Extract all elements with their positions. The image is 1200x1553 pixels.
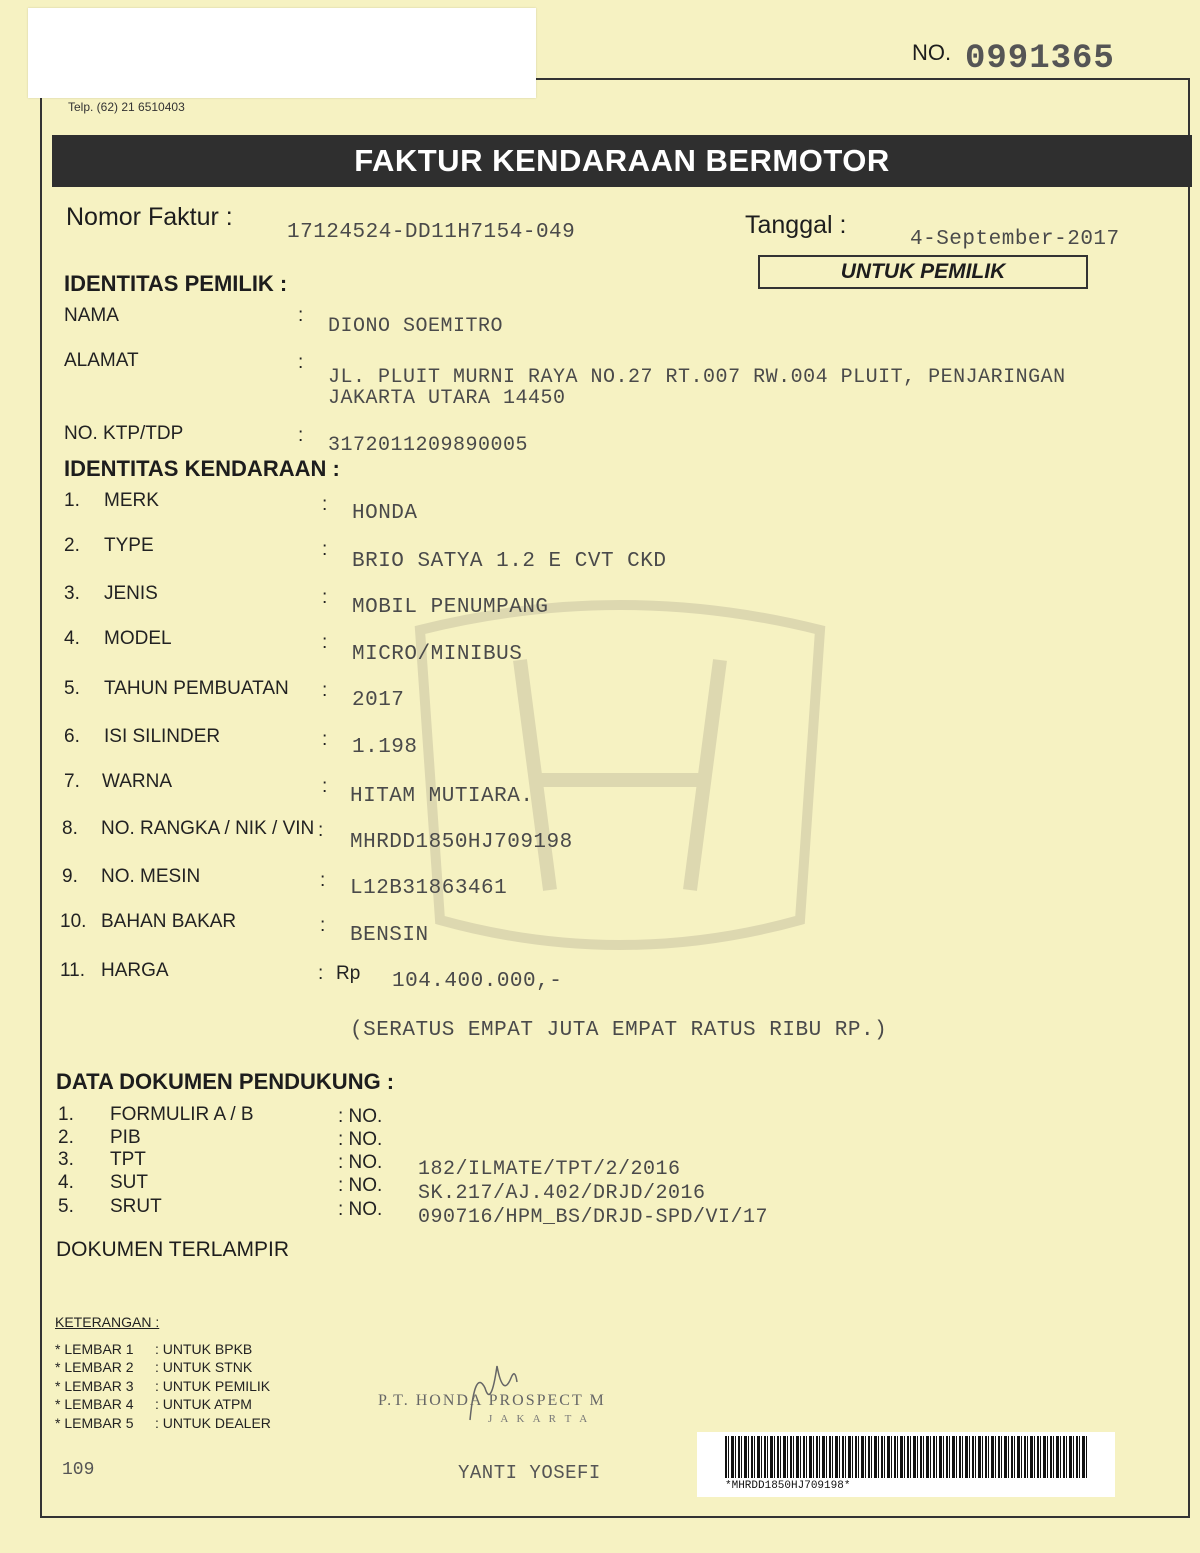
signature-scribble [455,1358,535,1428]
owner-id-value: 3172011209890005 [328,434,529,457]
vehicle-kind-label: JENIS [104,583,158,604]
vehicle-brand-value: HONDA [352,502,418,525]
doc-sut-value: SK.217/AJ.402/DRJD/2016 [418,1182,706,1205]
vehicle-kind-value: MOBIL PENUMPANG [352,596,549,619]
vehicle-fuel-value: BENSIN [350,924,429,947]
doc-no-label: : NO. [338,1152,383,1173]
vehicle-type-value: BRIO SATYA 1.2 E CVT CKD [352,550,667,573]
vehicle-item-num: 11. [60,960,86,981]
vehicle-model-value: MICRO/MINIBUS [352,643,523,666]
keterangan-purpose: : UNTUK ATPM [155,1396,252,1412]
owner-address-line2: JAKARTA UTARA 14450 [328,387,566,410]
vehicle-item-num: 4. [64,628,80,649]
vehicle-price-words: (SERATUS EMPAT JUTA EMPAT RATUS RIBU RP.) [350,1019,888,1042]
vehicle-price-label: HARGA [101,960,169,981]
doc-no-label: : NO. [338,1199,383,1220]
signer-name: YANTI YOSEFI [458,1462,601,1484]
vehicle-item-num: 5. [64,678,80,699]
colon: : [322,539,328,560]
invoice-number-label: Nomor Faktur : [66,203,233,231]
price-colon: : [318,963,324,984]
redacted-company-header [28,8,536,98]
doc-srut-label: SRUT [110,1196,162,1217]
doc-item-num: 4. [58,1172,74,1193]
vehicle-color-label: WARNA [102,771,173,792]
colon: : [318,820,324,841]
doc-sut-label: SUT [110,1172,148,1193]
copy-designation-box: UNTUK PEMILIK [758,255,1088,289]
colon: : [322,776,328,797]
colon: : [322,632,328,653]
doc-item-num: 1. [58,1104,74,1125]
vehicle-item-num: 10. [60,911,87,932]
page-code: 109 [62,1460,95,1480]
doc-item-num: 3. [58,1149,74,1170]
documents-section-title: DATA DOKUMEN PENDUKUNG : [56,1069,395,1094]
keterangan-title: KETERANGAN : [55,1314,160,1330]
owner-name-label: NAMA [64,305,119,326]
owner-id-label: NO. KTP/TDP [64,423,184,444]
company-phone: Telp. (62) 21 6510403 [68,100,185,114]
vehicle-section-title: IDENTITAS KENDARAAN : [64,456,340,481]
keterangan-sheet: * LEMBAR 2 [55,1359,134,1375]
keterangan-purpose: : UNTUK STNK [155,1359,253,1375]
vin-barcode [697,1432,1115,1497]
doc-tpt-value: 182/ILMATE/TPT/2/2016 [418,1158,681,1181]
owner-address-label: ALAMAT [64,350,139,371]
vehicle-color-value: HITAM MUTIARA. [350,785,534,808]
vehicle-year-value: 2017 [352,689,405,712]
keterangan-sheet: * LEMBAR 1 [55,1341,134,1357]
vehicle-item-num: 8. [62,818,78,839]
barcode-caption: *MHRDD1850HJ709198* [725,1480,851,1492]
doc-no-label: : NO. [338,1175,383,1196]
keterangan-purpose: : UNTUK DEALER [155,1415,271,1431]
colon: : [320,915,326,936]
vehicle-cylinder-value: 1.198 [352,736,418,759]
colon: : [322,680,328,701]
serial-prefix: NO. [912,40,952,65]
attached-documents-label: DOKUMEN TERLAMPIR [56,1238,289,1261]
doc-no-label: : NO. [338,1106,383,1127]
colon: : [298,425,304,446]
vehicle-fuel-label: BAHAN BAKAR [101,911,237,932]
vehicle-price-value: 104.400.000,- [392,970,563,993]
keterangan-sheet: * LEMBAR 3 [55,1378,134,1394]
doc-item-num: 2. [58,1127,74,1148]
vehicle-type-label: TYPE [104,535,154,556]
keterangan-sheet: * LEMBAR 5 [55,1415,134,1431]
keterangan-purpose: : UNTUK BPKB [155,1341,253,1357]
colon: : [322,494,328,515]
document-title: FAKTUR KENDARAAN BERMOTOR [52,135,1192,187]
colon: : [320,870,326,891]
owner-address-line1: JL. PLUIT MURNI RAYA NO.27 RT.007 RW.004 PLUIT, PENJARINGAN [328,366,1066,389]
owner-name-value: DIONO SOEMITRO [328,315,504,338]
barcode-bars [725,1436,1087,1478]
vehicle-item-num: 3. [64,583,80,604]
keterangan-sheet: * LEMBAR 4 [55,1396,134,1412]
colon: : [322,587,328,608]
vehicle-engine-label: NO. MESIN [101,866,201,887]
vehicle-vin-value: MHRDD1850HJ709198 [350,831,573,854]
vehicle-item-num: 2. [64,535,80,556]
colon: : [322,729,328,750]
vehicle-item-num: 7. [64,771,80,792]
doc-no-label: : NO. [338,1129,383,1150]
colon: : [298,305,304,326]
doc-form-label: FORMULIR A / B [110,1104,254,1125]
colon: : [298,352,304,373]
vehicle-model-label: MODEL [104,628,172,649]
company-stamp: P.T. HONDA PROSPECT M [378,1392,606,1409]
vehicle-vin-label: NO. RANGKA / NIK / VIN [101,818,315,839]
owner-section-title: IDENTITAS PEMILIK : [64,271,288,296]
doc-item-num: 5. [58,1196,74,1217]
vehicle-year-label: TAHUN PEMBUATAN [104,678,289,699]
company-stamp-city: J A K A R T A [488,1413,591,1425]
date-value: 4-September-2017 [910,228,1120,251]
date-label: Tanggal : [745,211,847,239]
vehicle-item-num: 1. [64,490,80,511]
doc-srut-value: 090716/HPM_BS/DRJD-SPD/VI/17 [418,1206,769,1229]
doc-pib-label: PIB [110,1127,141,1148]
doc-tpt-label: TPT [110,1149,146,1170]
vehicle-engine-value: L12B31863461 [350,877,508,900]
vehicle-brand-label: MERK [104,490,159,511]
vehicle-cylinder-label: ISI SILINDER [104,726,221,747]
price-currency: Rp [336,963,361,984]
serial-number: 0991365 [965,40,1115,78]
vehicle-item-num: 9. [62,866,78,887]
invoice-number-value: 17124524-DD11H7154-049 [287,221,576,244]
vehicle-item-num: 6. [64,726,80,747]
keterangan-purpose: : UNTUK PEMILIK [155,1378,271,1394]
